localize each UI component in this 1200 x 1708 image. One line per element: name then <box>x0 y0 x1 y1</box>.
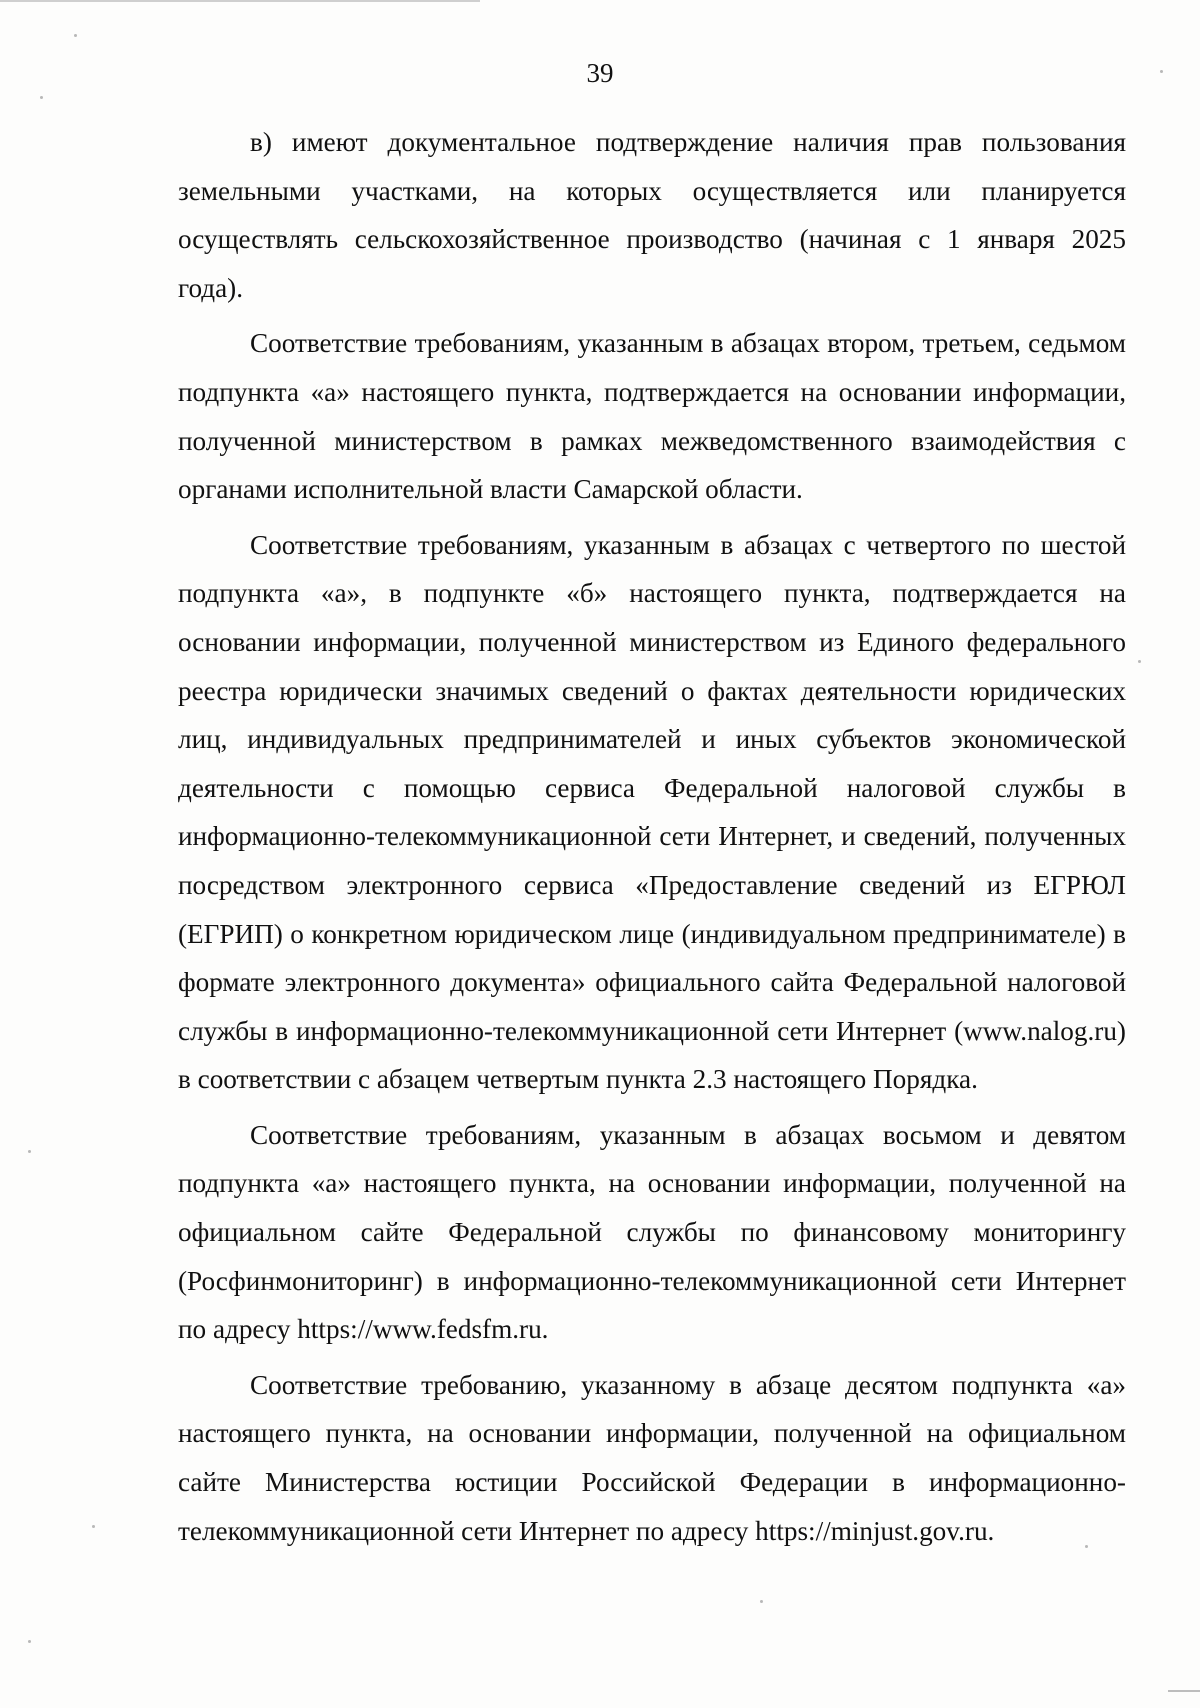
scan-speck <box>28 1150 31 1153</box>
document-body <box>178 118 1126 1562</box>
paragraph-minjust: Соответствие требованию, указанному в абзаце десятом подпункта «а» настоящего пункта, на основании информации, полученной на официальном сайте Министерства юстиции Российской Федерации в информационно-телекоммуникационной сети Интернет по адресу https://minjust.gov.ru. <box>178 1369 1126 1546</box>
scan-edge-right <box>1168 1690 1200 1692</box>
scan-speck <box>1160 70 1163 73</box>
scan-speck <box>92 1525 95 1528</box>
paragraph-tax-service: Соответствие требованиям, указанным в абзацах с четвертого по шестой подпункта «а», в подпункте «б» настоящего пункта, подтверждается на основании информации, полученной министерством из Единого федерального реестра юридически значимых сведений о фактах деятельности юридических лиц, индивидуальных предпринимателей и иных субъектов экономической деятельности с помощью сервиса Федеральной налоговой службы в информационно-телекоммуникационной сети Интернет, и сведений, полученных посредством электронного сервиса «Предоставление сведений из ЕГРЮЛ (ЕГРИП) о конкретном юридическом лице (индивидуальном предпринимателе) в формате электронного документа» официального сайта Федеральной налоговой службы в информационно-телекоммуникационной сети Интернет (www.nalog.ru) в соответствии с абзацем четвертым пункта 2.3 настоящего Порядка. <box>178 529 1126 1095</box>
scan-speck <box>28 1640 31 1643</box>
paragraph-interdepartmental: Соответствие требованиям, указанным в абзацах втором, третьем, седьмом подпункта «а» настоящего пункта, подтверждается на основании информации, полученной министерством в рамках межведомственного взаимодействия с органами исполнительной власти Самарской области. <box>178 328 1126 505</box>
scan-speck <box>74 34 77 37</box>
scan-edge-top <box>0 0 480 2</box>
scan-speck <box>1138 660 1141 663</box>
scan-speck <box>40 96 43 99</box>
paragraph-land-rights: в) имеют документальное подтверждение наличия прав пользования земельными участками, на которых осуществляется или планируется осуществлять сельскохозяйственное производство (начиная с 1 января 2025 года). <box>178 127 1126 303</box>
scan-speck <box>1085 1545 1088 1548</box>
scan-speck <box>760 1600 763 1603</box>
page-number: 39 <box>586 58 614 88</box>
paragraph-rosfinmonitoring: Соответствие требованиям, указанным в абзацах восьмом и девятом подпункта «а» настоящего пункта, на основании информации, полученной на официальном сайте Федеральной службы по финансовому мониторингу (Росфинмониторинг) в информационно-телекоммуникационной сети Интернет по адресу https://www.fedsfm.ru. <box>178 1119 1126 1345</box>
